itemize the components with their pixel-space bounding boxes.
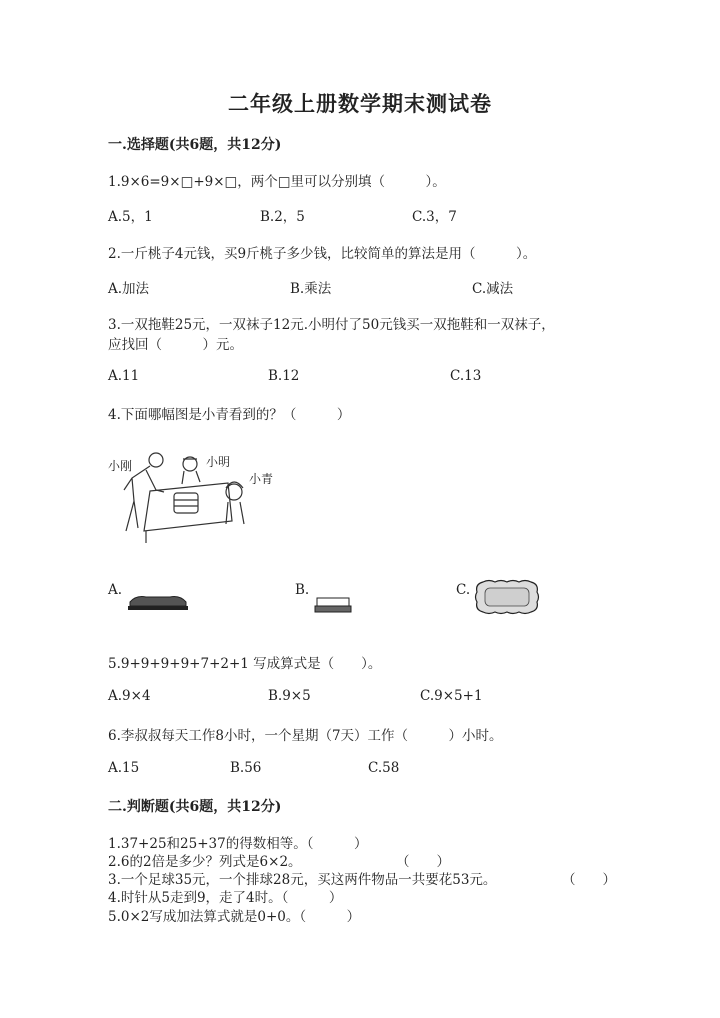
option-b-image [313,594,353,614]
option-a: A.11 [108,368,140,384]
question-5: 5.9+9+9+9+7+2+1 写成算式是（ ）。 [108,656,382,672]
option-a: A.15 [108,760,140,776]
option-c: C. [456,582,471,598]
question-1: 1.9×6=9×□+9×□，两个□里可以分别填（ ）。 [108,174,446,190]
option-b: B.2，5 [260,209,305,225]
question-3-line1: 3.一双拖鞋25元，一双袜子12元.小明付了50元钱买一双拖鞋和一双袜子， [108,317,555,333]
name-xiaogang: 小刚 [108,459,133,473]
option-b: B.56 [230,760,262,776]
section-heading-choice: 一.选择题(共6题，共12分) [108,137,282,153]
judge-item-3-blank: （ ） [562,872,616,888]
question-4-illustration [106,446,306,546]
section-heading-judge: 二.判断题(共6题，共12分) [108,799,282,815]
question-6: 6.李叔叔每天工作8小时，一个星期（7天）工作（ ）小时。 [108,728,503,744]
option-c: C.9×5+1 [420,688,483,704]
question-4: 4.下面哪幅图是小青看到的？（ ） [108,407,351,423]
judge-item-1: 1.37+25和25+37的得数相等。（ ） [108,836,368,852]
judge-item-2-blank: （ ） [396,854,450,870]
name-xiaoming: 小明 [206,455,231,469]
name-xiaoqing: 小青 [249,472,274,486]
option-c: C.3，7 [412,209,457,225]
option-b: B.乘法 [290,281,332,297]
option-b: B.12 [268,368,300,384]
judge-item-5: 5.0×2写成加法算式就是0+0。（ ） [108,909,361,925]
option-a: A. [108,582,123,598]
question-2: 2.一斤桃子4元钱，买9斤桃子多少钱，比较简单的算法是用（ ）。 [108,246,537,262]
option-a: A.加法 [108,281,150,297]
option-c-image [473,578,541,616]
judge-item-2: 2.6的2倍是多少？列式是6×2。 [108,854,302,870]
option-c: C.减法 [472,281,514,297]
box-object [174,493,198,513]
option-a: A.5，1 [108,209,153,225]
option-b: B.9×5 [268,688,311,704]
option-b: B. [295,582,310,598]
option-c: C.58 [368,760,400,776]
page-title: 二年级上册数学期末测试卷 [228,91,492,116]
option-a: A.9×4 [108,688,151,704]
option-c: C.13 [450,368,482,384]
judge-item-4: 4.时针从5走到9，走了4时。（ ） [108,890,343,906]
option-a-image [126,592,190,612]
person-xiaogang [149,453,163,467]
judge-item-3: 3.一个足球35元，一个排球28元，买这两件物品一共要花53元。 [108,872,497,888]
question-3-line2: 应找回（ ）元。 [108,337,243,353]
